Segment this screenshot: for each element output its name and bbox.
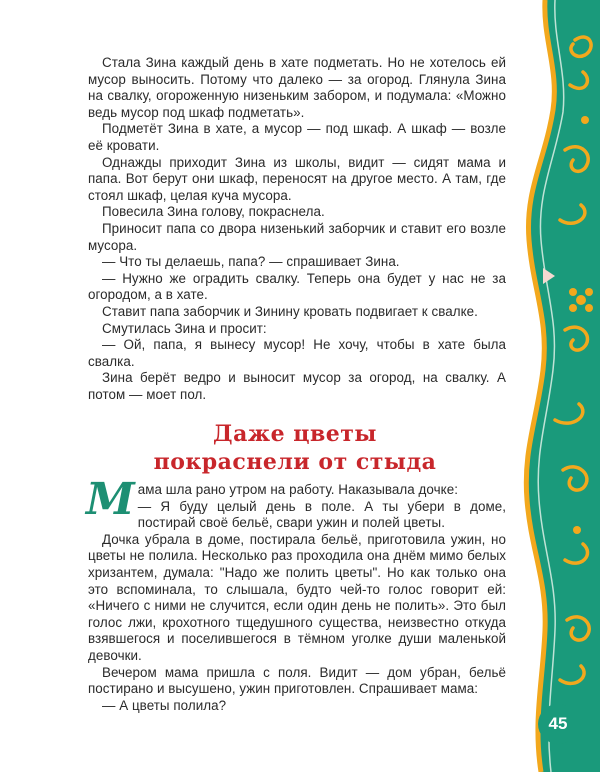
story-2-first-paragraph-text: ама шла рано утром на работу. Наказывала дочке:	[137, 482, 458, 497]
story-1-paragraph: Ставит папа заборчик и Зинину кровать подвигает к свалке.	[102, 303, 478, 319]
story-2-title-line-2: покраснели от стыда	[153, 449, 437, 475]
story-1-paragraph: Подметёт Зина в хате, а мусор — под шкаф. А шкаф — возле её кровати.	[88, 121, 506, 153]
story-2-paragraph: Дочка убрала в доме, постирала бельё, приготовила ужин, но цветы не полила. Несколько раз проходила она днём мимо белых хризантем, думала: "Надо же полить цветы". Но как только она это вспоминала, то слышала, будто чей-то голос говорит ей: «Ничего с ними не случится, если один день не полить». Это был голос лжи, крохотного тщедушного существа, неизвестно откуда взявшегося и поселившегося в тёмном уголке души маленькой девочки.	[88, 531, 506, 663]
story-1-paragraph: — Нужно же оградить свалку. Теперь она будет у нас не за огородом, а в хате.	[88, 270, 506, 303]
decorative-border-icon	[515, 0, 600, 772]
story-2-paragraph: — Я буду целый день в поле. А ты убери в доме, постирай своё бельё, свари ужин и полей цветы.	[137, 498, 506, 531]
story-1-paragraph: — Что ты делаешь, папа? — спрашивает Зина.	[102, 254, 400, 270]
story-2-paragraph: — А цветы полила?	[102, 697, 227, 713]
story-2-title-line-1: Даже цветы	[213, 421, 377, 447]
page-number-badge: 45	[538, 704, 578, 744]
story-1-paragraph: Смутилась Зина и просит:	[102, 320, 267, 336]
story-1-paragraph: Стала Зина каждый день в хате подметать. Но не хотелось ей мусор выносить. Потому что далеко — за огород. Глянула Зина на свалку, огороженную низеньким забором, и подумала: «Можно ведь мусор под шкаф подметать».	[88, 55, 506, 120]
story-1-paragraph: Повесила Зина голову, покраснела.	[102, 204, 325, 220]
story-1-paragraph: Однажды приходит Зина из школы, видит — сидят мама и папа. Вот берут они шкаф, переносят на другое место. А там, где стоял шкаф, целая куча мусора.	[88, 154, 506, 203]
drop-cap: М	[86, 474, 135, 525]
story-1	[88, 55, 506, 403]
story-1-paragraph: Приносит папа со двора низенький заборчик и ставит его возле мусора.	[88, 220, 506, 253]
story-2-paragraph: Вечером мама пришла с поля. Видит — дом убран, бельё постирано и высушено, ужин приготовлен. Спрашивает мама:	[88, 664, 506, 697]
story-2	[86, 474, 506, 714]
story-1-paragraph: Зина берёт ведро и выносит мусор за огород, на свалку. А потом — моет пол.	[88, 370, 506, 402]
story-2-title	[120, 420, 470, 476]
story-1-paragraph: — Ой, папа, я вынесу мусор! Не хочу, чтобы в хате была свалка.	[88, 337, 506, 369]
